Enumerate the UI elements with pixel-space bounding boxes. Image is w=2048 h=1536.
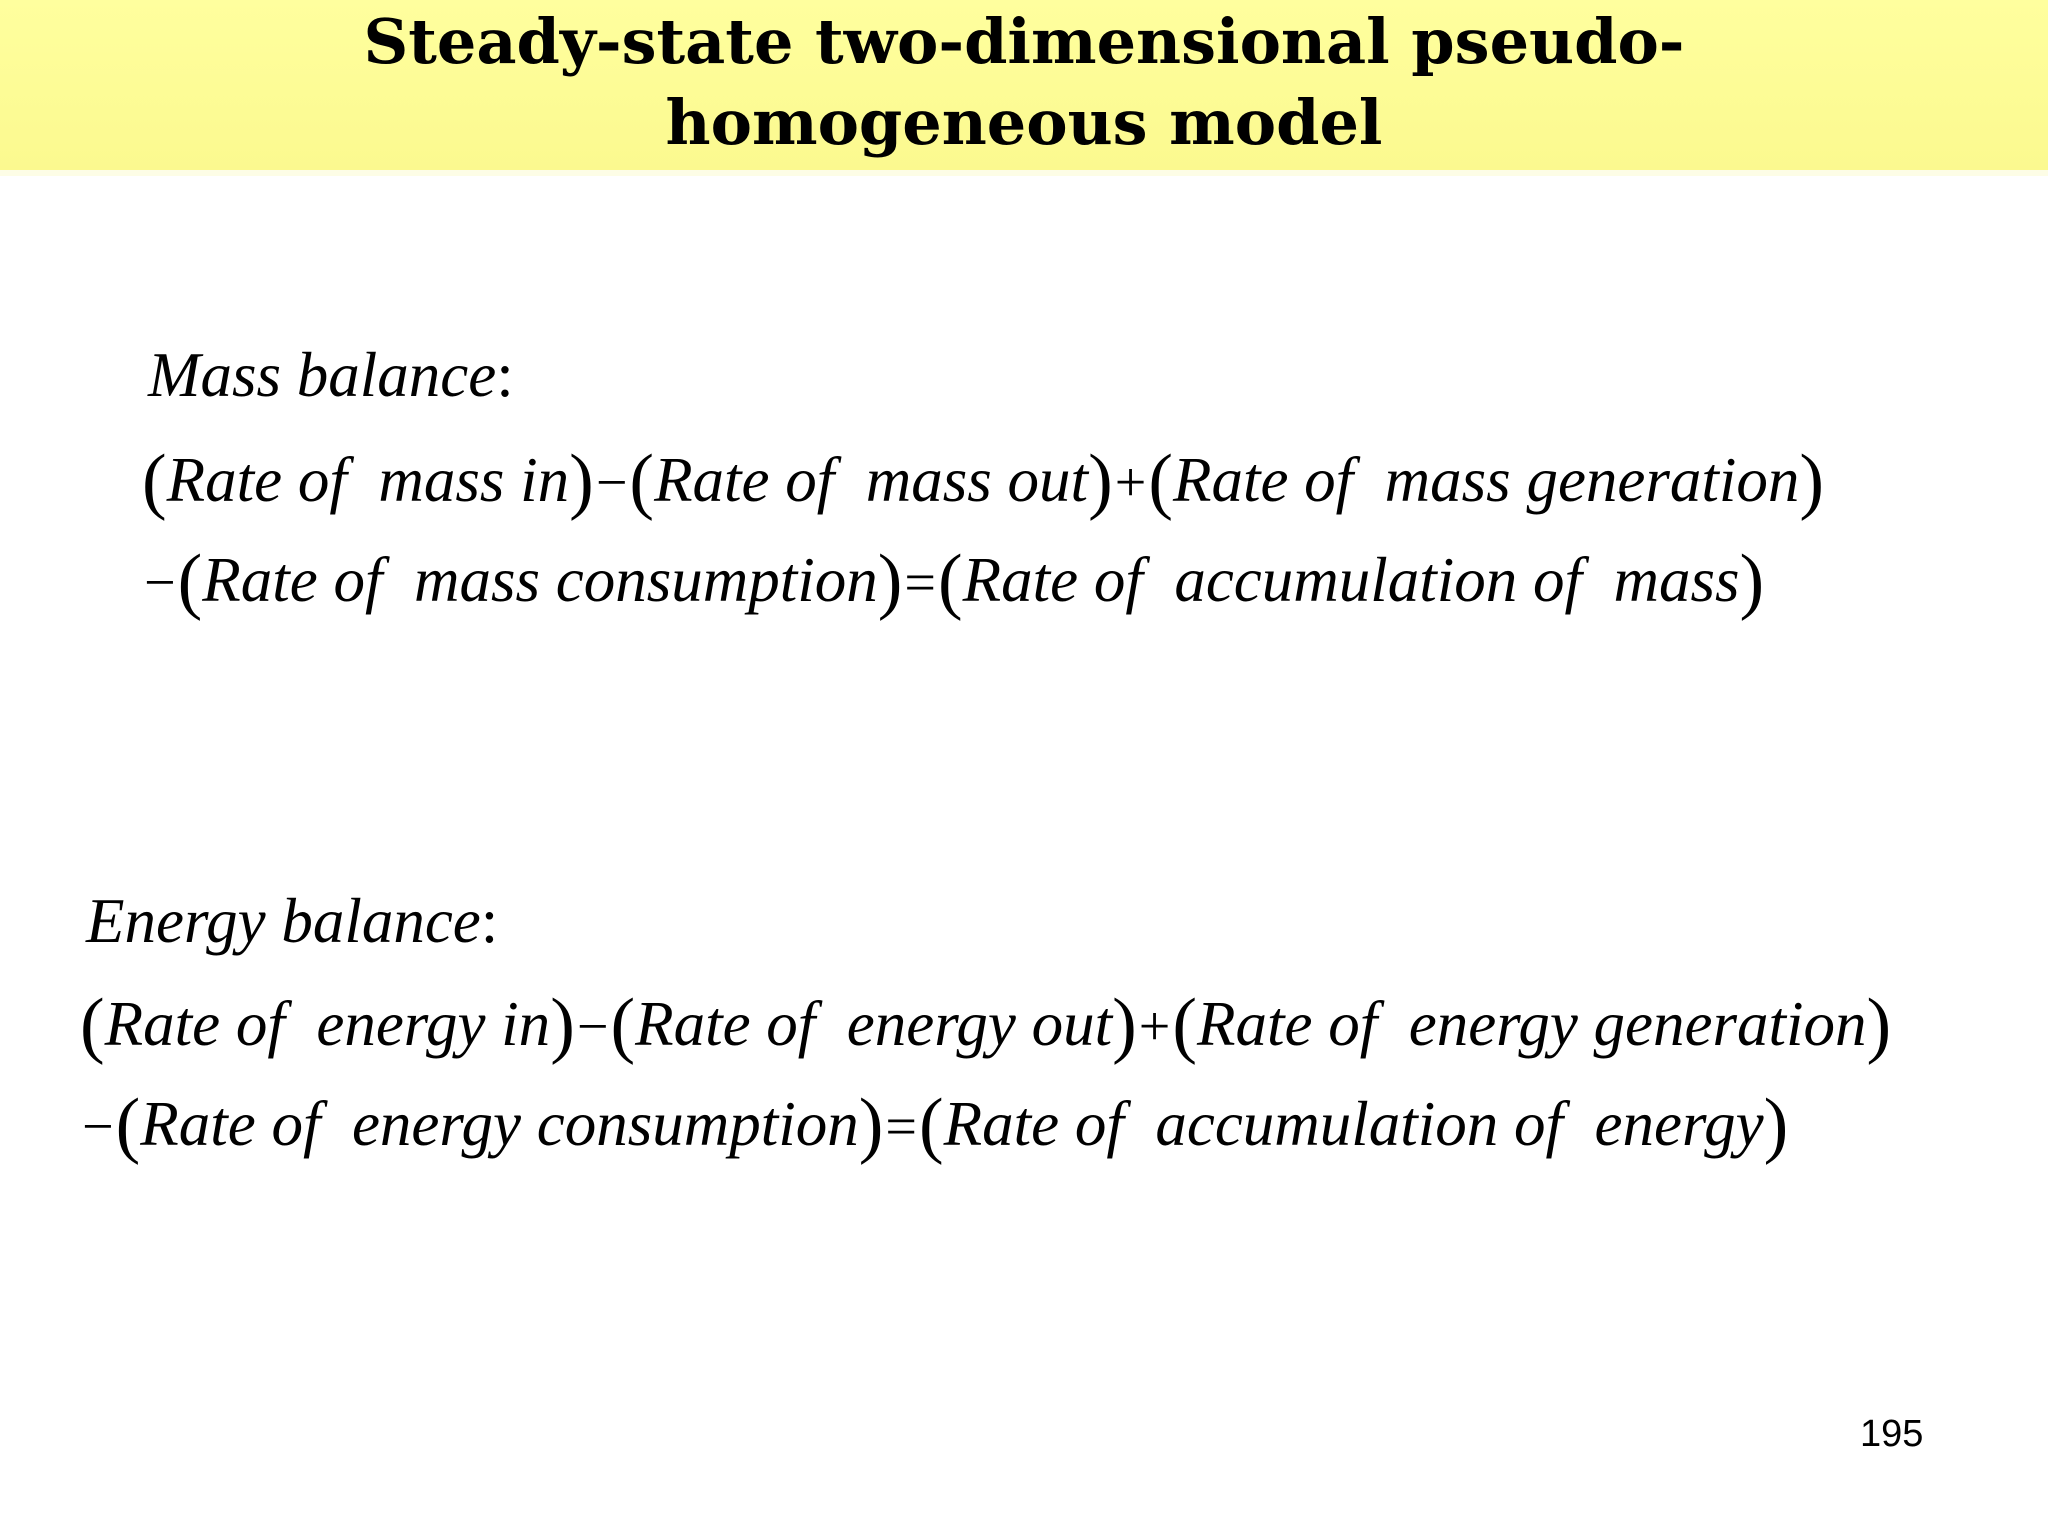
equals-operator: = (904, 552, 936, 614)
energy-balance-equation-line-2 (80, 1084, 1789, 1166)
plus-operator: + (1114, 452, 1147, 514)
close-paren: ) (858, 1084, 884, 1166)
colon: : (496, 340, 514, 410)
open-paren: ( (142, 440, 167, 522)
equals-operator: = (885, 1096, 918, 1158)
close-paren: ) (550, 984, 575, 1066)
mass-balance-equation-line-1 (142, 440, 1825, 522)
energy-balance-heading-text: Energy balance (86, 886, 481, 956)
open-paren: ( (1172, 984, 1198, 1066)
mass-balance-heading (148, 340, 514, 410)
open-paren: ( (610, 984, 636, 1066)
close-paren: ) (1088, 440, 1113, 522)
energy-balance-equation-line-1 (80, 984, 1892, 1066)
open-paren: ( (80, 984, 105, 1066)
page-number: 195 (1860, 1413, 1924, 1455)
mass-balance-heading-text: Mass balance (148, 340, 497, 410)
close-paren: ) (1866, 984, 1892, 1066)
open-paren: ( (919, 1084, 944, 1166)
slide-title-line-1: Steady-state two-dimensional pseudo- (363, 5, 1685, 78)
slide-title-line-2: homogeneous model (665, 86, 1383, 159)
minus-operator: − (595, 452, 628, 514)
mass-rate-in-term: Rate of mass in (166, 445, 570, 515)
close-paren: ) (569, 440, 594, 522)
plus-operator: + (1138, 996, 1171, 1058)
minus-operator: − (82, 1096, 114, 1158)
mass-rate-out-term: Rate of mass out (654, 445, 1089, 515)
mass-rate-consumption-term: Rate of mass consumption (202, 545, 878, 615)
mass-balance-equation-line-2 (142, 540, 1765, 622)
close-paren: ) (1112, 984, 1137, 1066)
open-paren: ( (1148, 440, 1173, 522)
minus-operator: − (576, 996, 609, 1058)
close-paren: ) (877, 540, 903, 622)
mass-rate-accumulation-term: Rate of accumulation of mass (962, 545, 1740, 615)
open-paren: ( (629, 440, 655, 522)
open-paren: ( (115, 1084, 141, 1166)
close-paren: ) (1739, 540, 1765, 622)
close-paren: ) (1763, 1084, 1789, 1166)
energy-rate-generation-term: Rate of energy generation (1197, 989, 1867, 1059)
energy-rate-out-term: Rate of energy out (635, 989, 1113, 1059)
energy-rate-in-term: Rate of energy in (104, 989, 551, 1059)
close-paren: ) (1799, 440, 1825, 522)
title-bar (0, 0, 2048, 176)
energy-rate-consumption-term: Rate of energy consumption (140, 1089, 859, 1159)
open-paren: ( (177, 540, 203, 622)
mass-rate-generation-term: Rate of mass generation (1172, 445, 1800, 515)
energy-rate-accumulation-term: Rate of accumulation of energy (943, 1089, 1764, 1159)
colon: : (480, 886, 499, 956)
minus-operator: − (144, 552, 176, 614)
open-paren: ( (937, 540, 963, 622)
energy-balance-heading (86, 886, 499, 956)
